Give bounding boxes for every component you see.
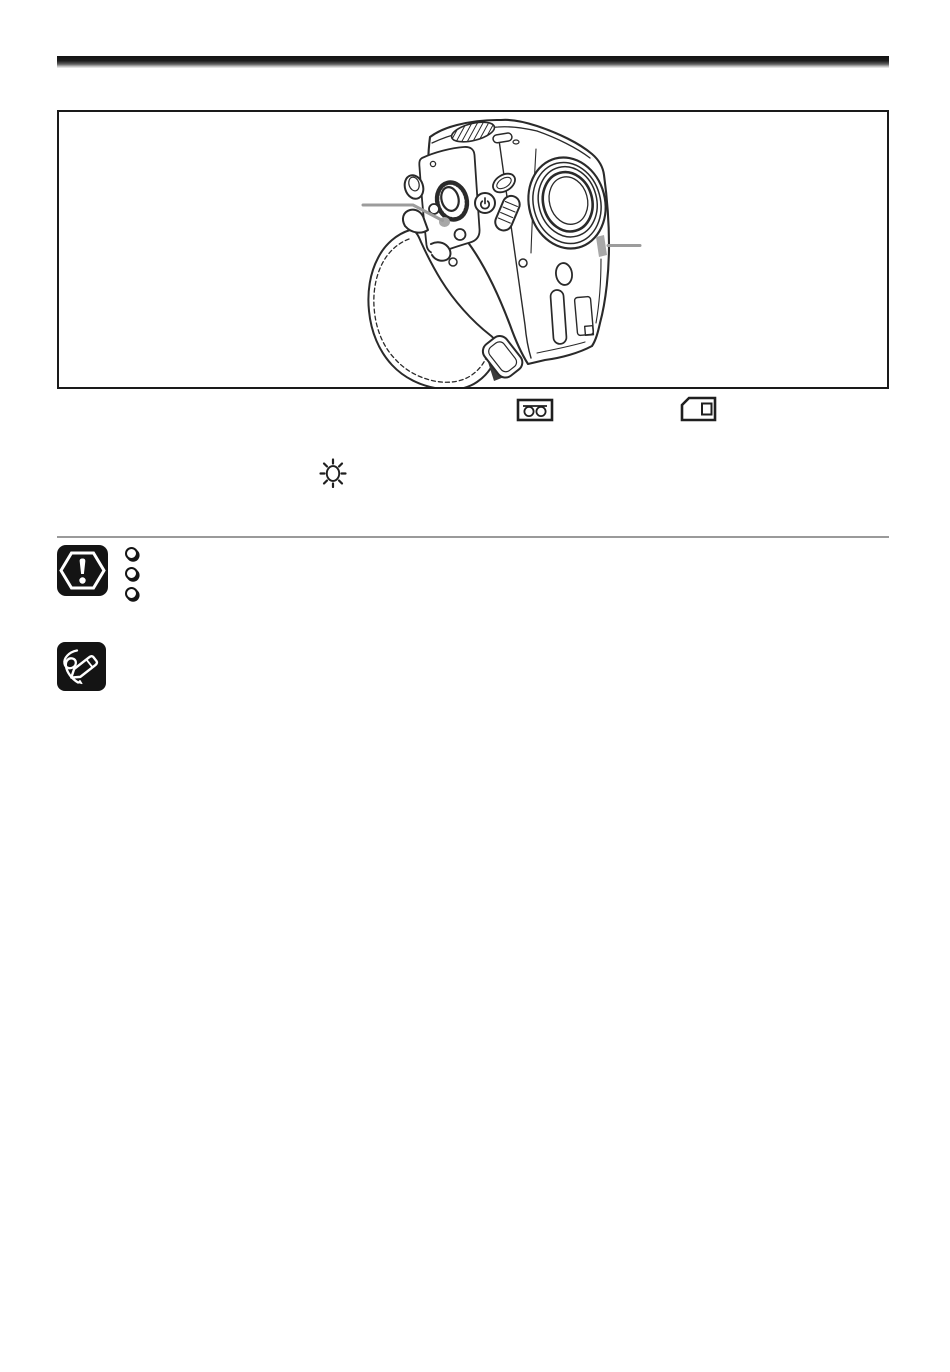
section-divider xyxy=(57,536,889,538)
chapter-gradient-rule xyxy=(57,56,889,68)
camcorder-illustration xyxy=(59,112,887,387)
figure-box xyxy=(57,110,889,389)
cassette-tape-icon xyxy=(516,398,554,422)
bullet-circle xyxy=(125,567,138,580)
panel-button-lower xyxy=(455,229,466,240)
memory-card-icon xyxy=(680,396,717,422)
bullet-circle xyxy=(125,587,138,600)
caution-icon xyxy=(57,545,108,596)
panel-button-upper xyxy=(429,204,439,214)
bullet-circle xyxy=(125,547,138,560)
power-button xyxy=(475,193,495,213)
strap-hook xyxy=(431,242,450,260)
caution-bullet-list xyxy=(125,547,138,607)
note-icon xyxy=(57,642,106,691)
sun-light-icon xyxy=(318,458,348,488)
